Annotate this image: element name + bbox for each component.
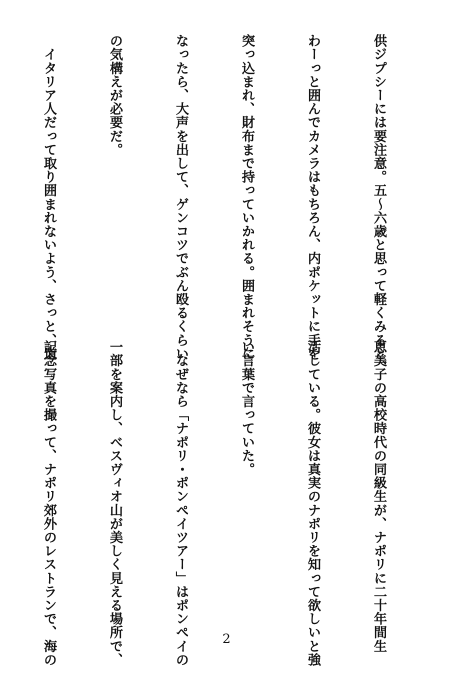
text-column: 突っ込まれ、財布まで持っていかれる。囲まれそうに	[239, 34, 254, 361]
text-column: 記念写真を撮って、ナポリ郊外のレストランで、海の	[41, 340, 56, 667]
page-number: 2	[222, 632, 231, 647]
text-column: なぜなら「ナポリ・ポンペイツアー」はポンペイの	[173, 340, 188, 667]
text-column: の気構えが必要だ。	[107, 34, 122, 157]
text-column: 一部を案内し、ベスヴィオ山が美しく見える場所で、	[107, 340, 122, 667]
text-column: い言葉で言っていた。	[239, 340, 254, 476]
lower-text-block	[18, 340, 433, 667]
text-column: なったら、大声を出して、ゲンコツでぶん殴るくらい	[173, 34, 188, 361]
text-column: 供ジプシーには要注意。五～六歳と思って軽くみると、	[371, 34, 386, 374]
text-column: 活している。彼女は真実のナポリを知って欲しいと強	[305, 340, 320, 667]
text-column: わーっと囲んでカメラはもちろん、内ポケットに手を	[305, 34, 320, 361]
upper-text-block	[18, 34, 433, 374]
text-column: イタリア人だって取り囲まれないよう、さっと、道	[41, 34, 56, 361]
text-column: 恵美子の高校時代の同級生が、ナポリに二十年間生	[371, 340, 386, 653]
